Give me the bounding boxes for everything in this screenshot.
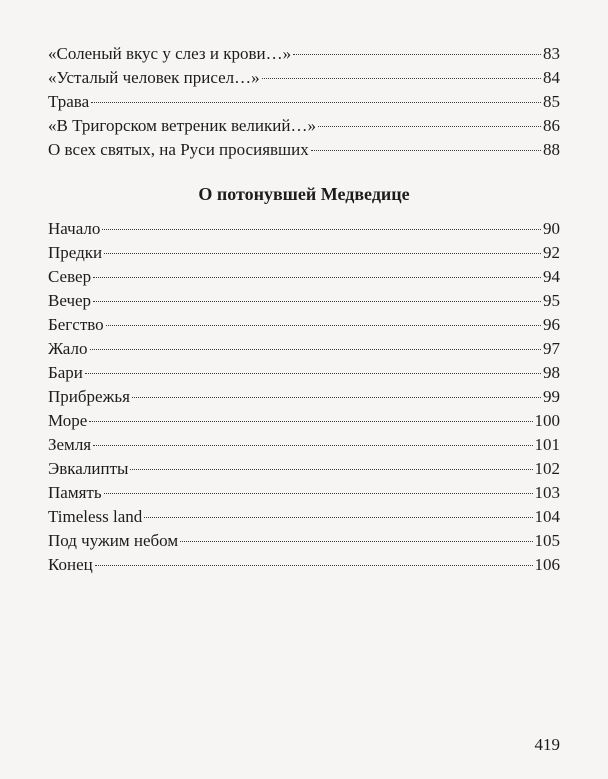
dot-leader — [106, 325, 541, 326]
dot-leader — [85, 373, 541, 374]
toc-entry-page: 105 — [534, 531, 560, 550]
toc-entry-title: Прибрежья — [48, 387, 130, 406]
toc-entry-title: «Усталый человек присел…» — [48, 68, 260, 87]
toc-entry — [48, 337, 560, 361]
dot-leader — [93, 445, 532, 446]
toc-entry-page: 84 — [543, 68, 560, 87]
dot-leader — [144, 517, 532, 518]
toc-entry-page: 83 — [543, 44, 560, 63]
toc-entry-title: Timeless land — [48, 507, 143, 526]
toc-entry-title: «В Тригорском ветреник великий…» — [48, 116, 316, 135]
toc-entry — [48, 241, 560, 265]
toc-entry-page: 88 — [543, 140, 560, 159]
toc-entry-page: 104 — [534, 507, 560, 526]
dot-leader — [132, 397, 541, 398]
toc-entry-title: Вечер — [48, 291, 92, 310]
toc-entry-title: Земля — [48, 435, 92, 454]
toc-entry — [48, 385, 560, 409]
toc-entry — [48, 138, 560, 162]
toc-entry-title: Море — [48, 411, 88, 430]
toc-entry-title: Под чужим небом — [48, 531, 179, 550]
toc-entry — [48, 313, 560, 337]
toc-entry — [48, 457, 560, 481]
toc-entry-page: 86 — [543, 116, 560, 135]
toc-entry — [48, 90, 560, 114]
toc-entry — [48, 42, 560, 66]
toc-entry-title: Предки — [48, 243, 103, 262]
toc-entry — [48, 529, 560, 553]
toc-entry-title: О всех святых, на Руси просиявших — [48, 140, 309, 159]
toc-entry — [48, 553, 560, 577]
dot-leader — [262, 78, 541, 79]
toc-entry-title: Бегство — [48, 315, 104, 334]
dot-leader — [95, 565, 533, 566]
toc-entry-page: 100 — [534, 411, 560, 430]
toc-entry-title: Север — [48, 267, 92, 286]
toc-entry-page: 94 — [543, 267, 560, 286]
toc-entry-page: 103 — [534, 483, 560, 502]
toc-entry-title: Начало — [48, 219, 101, 238]
toc-entry-page: 97 — [543, 339, 560, 358]
toc-entry — [48, 433, 560, 457]
toc-entry-title: Эвкалипты — [48, 459, 129, 478]
dot-leader — [318, 126, 541, 127]
toc-entry-title: Бари — [48, 363, 83, 382]
toc-entry-title: Конец — [48, 555, 93, 574]
page-number: 419 — [534, 735, 560, 754]
section-heading: О потонувшей Медведице — [198, 184, 410, 204]
toc-entry-page: 106 — [534, 555, 560, 574]
dot-leader — [104, 253, 541, 254]
toc-entry-title: Трава — [48, 92, 90, 111]
toc-list-bottom — [48, 217, 560, 577]
dot-leader — [89, 421, 532, 422]
dot-leader — [104, 493, 533, 494]
toc-entry-page: 98 — [543, 363, 560, 382]
toc-entry-page: 99 — [543, 387, 560, 406]
dot-leader — [93, 301, 541, 302]
toc-entry — [48, 481, 560, 505]
toc-entry-page: 90 — [543, 219, 560, 238]
toc-entry — [48, 409, 560, 433]
toc-entry — [48, 114, 560, 138]
dot-leader — [180, 541, 532, 542]
toc-entry-page: 92 — [543, 243, 560, 262]
toc-entry-page: 85 — [543, 92, 560, 111]
dot-leader — [90, 349, 542, 350]
toc-entry — [48, 217, 560, 241]
dot-leader — [93, 277, 541, 278]
toc-entry — [48, 505, 560, 529]
toc-entry-page: 102 — [534, 459, 560, 478]
toc-entry-page: 95 — [543, 291, 560, 310]
dot-leader — [91, 102, 541, 103]
toc-entry-page: 96 — [543, 315, 560, 334]
dot-leader — [311, 150, 541, 151]
toc-entry-page: 101 — [534, 435, 560, 454]
toc-entry-title: Жало — [48, 339, 88, 358]
toc-entry — [48, 66, 560, 90]
toc-entry — [48, 361, 560, 385]
dot-leader — [102, 229, 541, 230]
toc-entry-title: «Соленый вкус у слез и крови…» — [48, 44, 292, 63]
toc-entry — [48, 289, 560, 313]
toc-list-top — [48, 42, 560, 162]
toc-entry — [48, 265, 560, 289]
toc-entry-title: Память — [48, 483, 102, 502]
dot-leader — [293, 54, 541, 55]
dot-leader — [130, 469, 532, 470]
